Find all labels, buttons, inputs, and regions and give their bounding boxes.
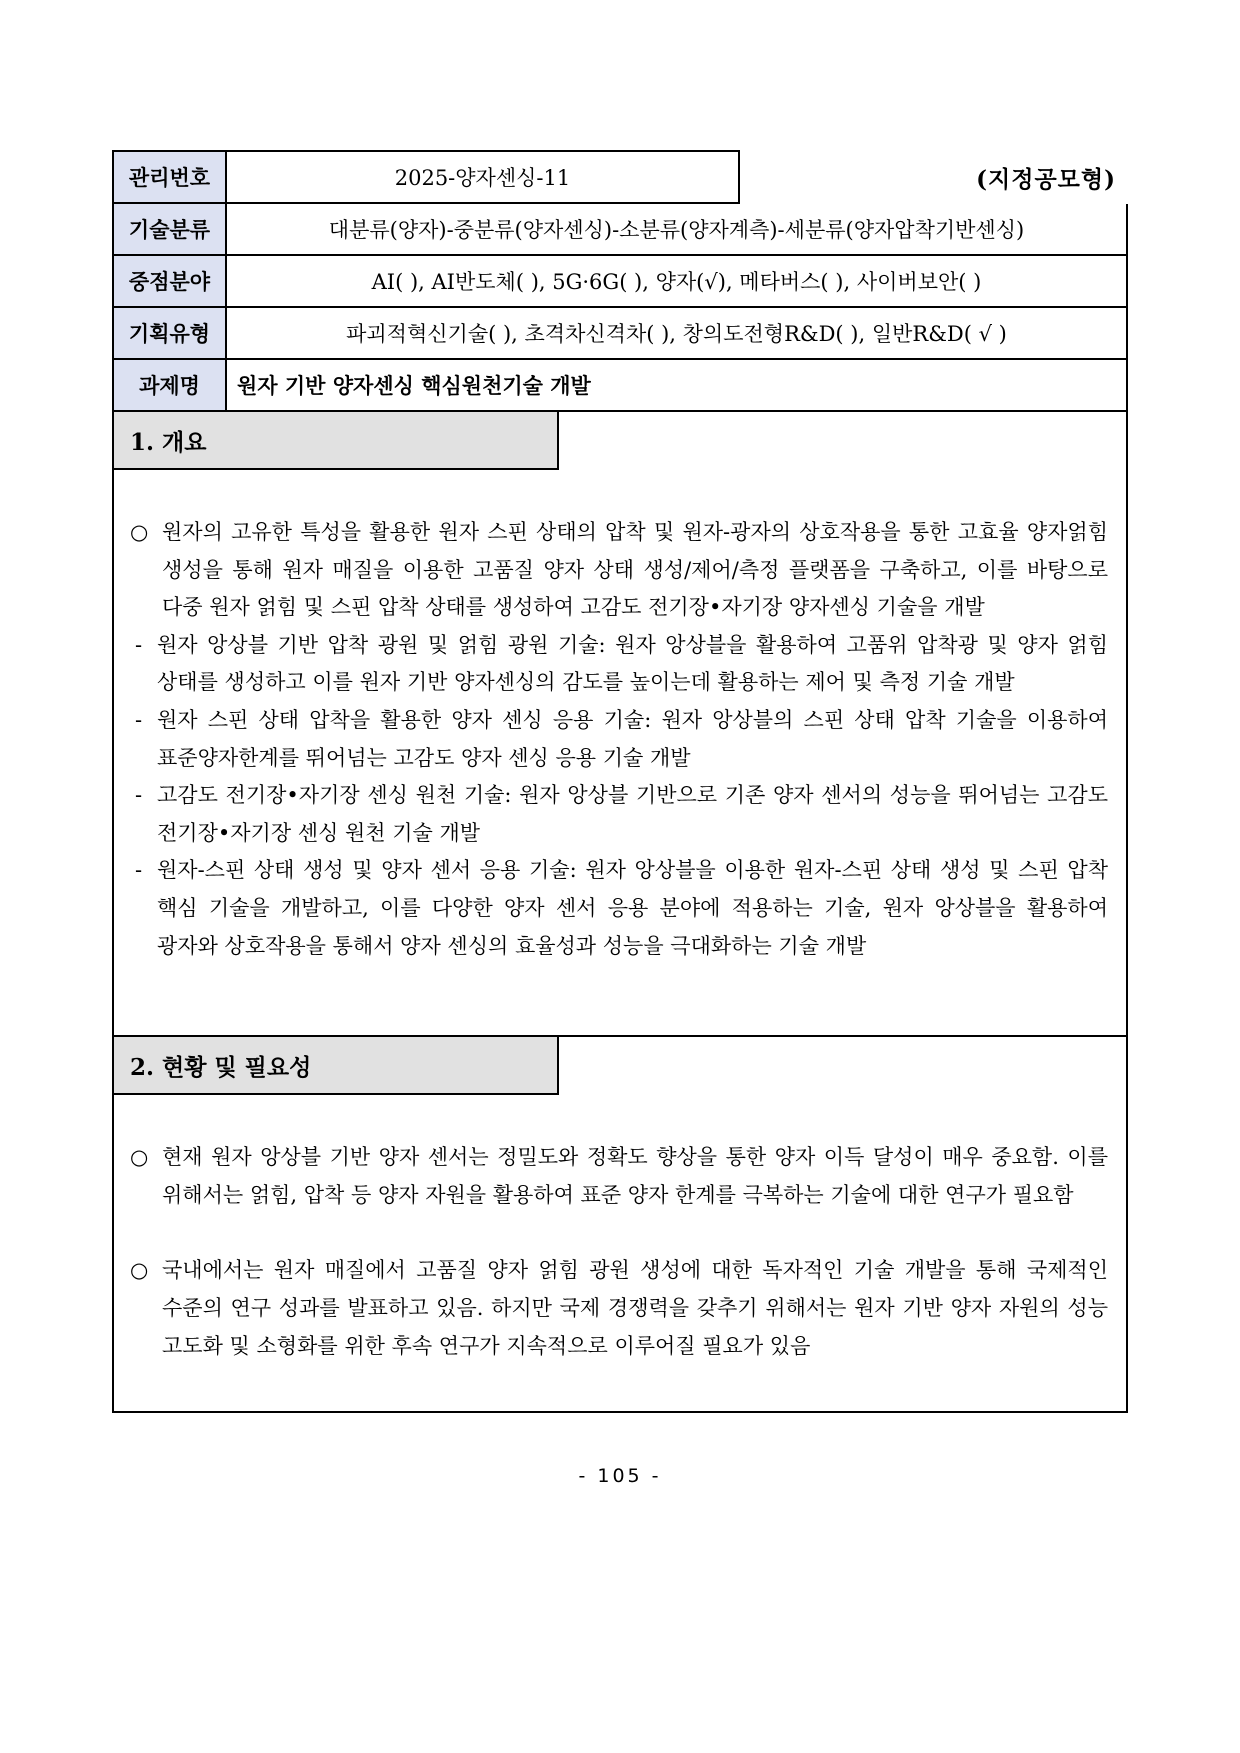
management-number-label: 관리번호 [114, 152, 227, 202]
dash-bullet: - [135, 858, 143, 883]
dash-bullet: - [135, 783, 143, 808]
overview-item-text: 고감도 전기장•자기장 센싱 원천 기술: 원자 앙상블 기반으로 기존 양자 센서의 성능을 뛰어넘는 고감도 전기장•자기장 센싱 원천 기술 개발 [157, 783, 1108, 845]
focus-area-row [114, 256, 1126, 308]
proposal-meta-table [112, 204, 1128, 1413]
rfp-type-side-note: (지정공모형) [976, 165, 1116, 193]
dash-bullet: - [135, 707, 143, 732]
section-status-necessity [114, 1037, 1126, 1411]
overview-item-text: 원자-스핀 상태 생성 및 양자 센서 응용 기술: 원자 앙상블을 이용한 원자-스핀 상태 생성 및 스핀 압착 핵심 기술을 개발하고, 이를 다양한 양자 센서 응용 분야에 적용하는 기술, 원자 앙상블을 활용하여 광자와 상호작용을 통해서 양자 센싱의 효율성과 성능을 극대화하는 기술 개발 [157, 858, 1108, 958]
status-item [130, 1252, 1108, 1365]
tech-classification-value: 대분류(양자)-중분류(양자센싱)-소분류(양자계측)-세분류(양자압착기반센싱) [328, 218, 1025, 242]
overview-item [130, 702, 1108, 777]
focus-area-value: AI( ), AI반도체( ), 5G·6G( ), 양자(√), 메타버스( ), 사이버보안( ) [371, 270, 982, 294]
dash-bullet: - [135, 632, 143, 657]
section-overview-title: 1. 개요 [114, 412, 559, 470]
management-number-value: 2025-양자센싱-11 [394, 166, 571, 190]
section-overview [114, 412, 1126, 1037]
planning-type-row [114, 308, 1126, 360]
status-item [130, 1139, 1108, 1214]
project-title-label: 과제명 [114, 360, 227, 410]
management-number-row [112, 150, 1128, 204]
overview-item [130, 852, 1108, 965]
status-item-text: 현재 원자 앙상블 기반 양자 센서는 정밀도와 정확도 향상을 통한 양자 이득 달성이 매우 중요함. 이를 위해서는 얽힘, 압착 등 양자 자원을 활용하여 표준 양자 한계를 극복하는 기술에 대한 연구가 필요함 [162, 1145, 1108, 1207]
management-number-table [112, 150, 740, 204]
status-item-text: 국내에서는 원자 매질에서 고품질 양자 얽힘 광원 생성에 대한 독자적인 기술 개발을 통해 국제적인 수준의 연구 성과를 발표하고 있음. 하지만 국제 경쟁력을 갖추기 위해서는 원자 기반 양자 자원의 성능 고도화 및 소형화를 위한 후속 연구가 지속적으로 이루어질 필요가 있음 [162, 1258, 1108, 1358]
overview-item [130, 514, 1108, 627]
circle-bullet: ○ [130, 1145, 149, 1170]
project-title-value: 원자 기반 양자센싱 핵심원천기술 개발 [237, 373, 591, 398]
circle-bullet: ○ [130, 520, 149, 544]
section-status-necessity-title: 2. 현황 및 필요성 [114, 1037, 559, 1095]
circle-bullet: ○ [130, 1258, 149, 1283]
planning-type-label: 기획유형 [114, 308, 227, 358]
overview-item-text: 원자 앙상블 기반 압착 광원 및 얽힘 광원 기술: 원자 앙상블을 활용하여 고품위 압착광 및 양자 얽힘 상태를 생성하고 이를 원자 기반 양자센싱의 감도를 높이는데 활용하는 제어 및 측정 기술 개발 [157, 632, 1108, 695]
tech-classification-label: 기술분류 [114, 204, 227, 254]
overview-item [130, 777, 1108, 852]
planning-type-value: 파괴적혁신기술( ), 초격차신격차( ), 창의도전형R&D( ), 일반R&D( √ ) [346, 322, 1007, 346]
overview-item-text: 원자 스핀 상태 압착을 활용한 양자 센싱 응용 기술: 원자 앙상블의 스핀 상태 압착 기술을 이용하여 표준양자한계를 뛰어넘는 고감도 양자 센싱 응용 기술 개발 [157, 707, 1108, 770]
tech-classification-row [114, 204, 1126, 256]
overview-item-text: 원자의 고유한 특성을 활용한 원자 스핀 상태의 압착 및 원자-광자의 상호작용을 통한 고효율 양자얽힘 생성을 통해 원자 매질을 이용한 고품질 양자 상태 생성/제어/측정 플랫폼을 구축하고, 이를 바탕으로 다중 원자 얽힘 및 스핀 압착 상태를 생성하여 고감도 전기장•자기장 양자센싱 기술을 개발 [162, 520, 1108, 620]
section-overview-body [114, 470, 1126, 1035]
page-number: - 105 - [578, 1465, 662, 1488]
focus-area-label: 중점분야 [114, 256, 227, 306]
project-title-row [114, 360, 1126, 412]
section-status-necessity-body [114, 1095, 1126, 1411]
overview-item [130, 627, 1108, 702]
